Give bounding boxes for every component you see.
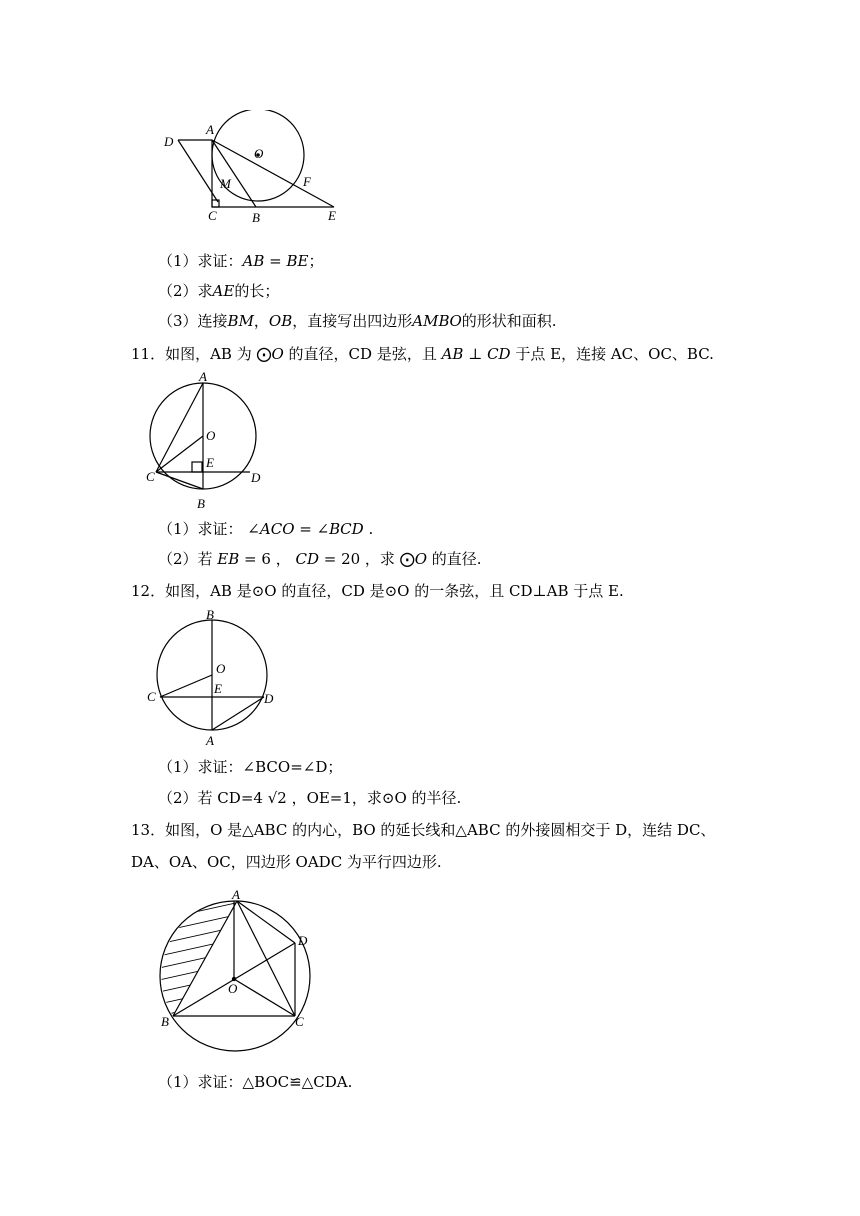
q13-part1: （1）求证：△BOC≌△CDA. (158, 1073, 353, 1091)
label-M: M (220, 176, 231, 191)
label-B: B (206, 607, 214, 622)
q10-part2: （2）求𝐴𝐸的长； (158, 282, 280, 300)
label-O: O (206, 428, 216, 443)
label-A: A (206, 122, 214, 137)
q11-part2: （2）若 𝐸𝐵 = 6 ， 𝐶𝐷 = 20 ，求 ⨀𝑂 的直径. (158, 550, 482, 568)
q11-stem: 11．如图，AB 为 ⨀𝑂 的直径，CD 是弦，且 𝐴𝐵 ⊥ 𝐶𝐷 于点 E，连接 AC、OC、BC. (131, 345, 714, 363)
figure-q13 (150, 888, 330, 1063)
figure-q10 (150, 110, 370, 230)
label-C: C (208, 208, 217, 223)
q10-part3: （3）连接𝐵𝑀，𝑂𝐵，直接写出四边形𝐴𝑀𝐵𝑂的形状和面积. (158, 312, 557, 330)
label-C: C (146, 469, 155, 484)
label-D: D (264, 691, 274, 706)
label-A: A (199, 369, 207, 384)
q11-part1: （1）求证： ∠𝐴𝐶𝑂 = ∠𝐵𝐶𝐷 . (158, 520, 374, 538)
label-O: O (254, 146, 264, 161)
label-D: D (298, 933, 308, 948)
label-C: C (147, 689, 156, 704)
label-O: O (216, 661, 226, 676)
label-A: A (232, 888, 240, 902)
label-C: C (295, 1014, 304, 1029)
label-O: O (228, 981, 238, 996)
label-B: B (197, 496, 205, 511)
q13-stem-line2: DA、OA、OC，四边形 OADC 为平行四边形. (131, 853, 442, 871)
q10-part1: （1）求证：𝐴𝐵 = 𝐵𝐸； (158, 252, 324, 270)
q12-stem: 12．如图，AB 是⊙O 的直径，CD 是⊙O 的一条弦，且 CD⊥AB 于点 E. (131, 582, 624, 600)
label-A: A (206, 733, 214, 748)
label-D: D (164, 134, 174, 149)
label-E: E (214, 681, 222, 696)
q12-part2: （2）若 CD=4 √2 ，OE=1，求⊙O 的半径. (158, 789, 462, 807)
label-D: D (251, 470, 261, 485)
label-B: B (252, 210, 260, 225)
label-E: E (328, 208, 336, 223)
label-B: B (161, 1014, 169, 1029)
q13-stem-line1: 13．如图，O 是△ABC 的内心，BO 的延长线和△ABC 的外接圆相交于 D，连结 DC、 (131, 821, 716, 839)
q12-part1: （1）求证：∠BCO=∠D； (158, 758, 343, 776)
figure-q11 (140, 368, 280, 516)
figure-q12 (140, 605, 290, 750)
label-F: F (303, 174, 311, 189)
label-E: E (206, 455, 214, 470)
